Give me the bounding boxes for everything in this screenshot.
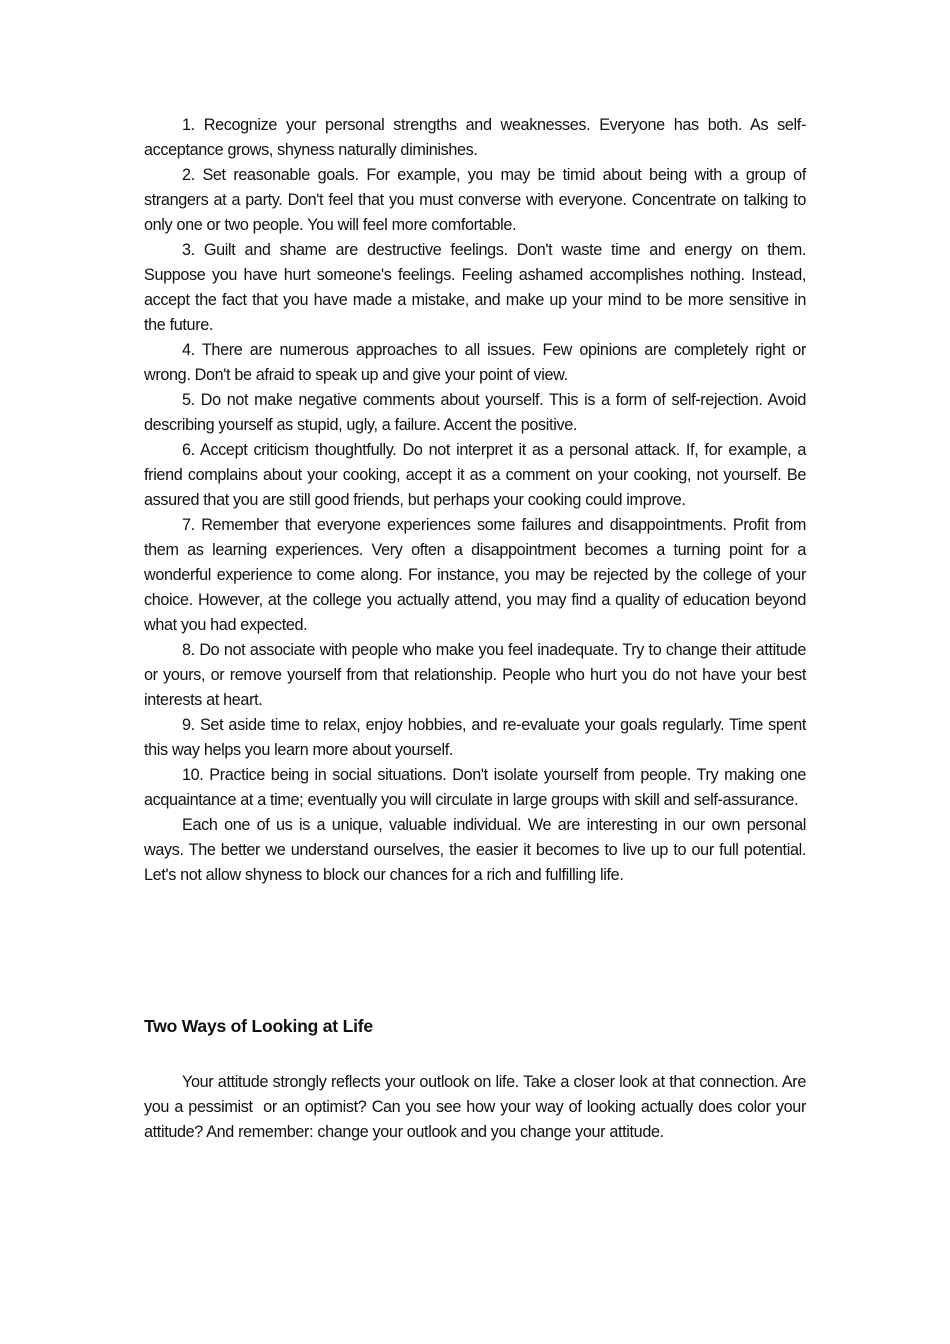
paragraph-4: 4. There are numerous approaches to all issues. Few opinions are completely right or wrong. Don't be afraid to speak up and give your point of view.: [144, 341, 806, 384]
paragraph-9: 9. Set aside time to relax, enjoy hobbies, and re-evaluate your goals regularly. Time spent this way helps you learn more about yourself.: [144, 716, 806, 759]
paragraph-6: 6. Accept criticism thoughtfully. Do not interpret it as a personal attack. If, for example, a friend complains about your cooking, accept it as a comment on your cooking, not yourself. Be assured that you are still good friends, but perhaps your cooking could improve.: [144, 441, 806, 509]
paragraph-7: 7. Remember that everyone experiences some failures and disappointments. Profit from them as learning experiences. Very often a disappointment becomes a turning point for a wonderful experience to come along. For instance, you may be rejected by the college of your choice. However, at the college you actually attend, you may find a quality of education beyond what you had expected.: [144, 516, 806, 634]
paragraph-1: 1. Recognize your personal strengths and weaknesses. Everyone has both. As self-acceptance grows, shyness naturally diminishes.: [144, 116, 806, 159]
conclusion-paragraph: Each one of us is a unique, valuable individual. We are interesting in our own personal ways. The better we understand ourselves, the easier it becomes to live up to our full potential. Let's not allow shyness to block our chances for a rich and fulfilling life.: [144, 816, 806, 884]
paragraph-3: 3. Guilt and shame are destructive feelings. Don't waste time and energy on them. Suppose you have hurt someone's feelings. Feeling ashamed accomplishes nothing. Instead, accept the fact that you have made a mistake, and make up your mind to be more sensitive in the future.: [144, 241, 806, 334]
section-body: [144, 1070, 811, 1145]
section-heading: Two Ways of Looking at Life: [144, 1016, 373, 1036]
paragraph-10: 10. Practice being in social situations. Don't isolate yourself from people. Try making one acquaintance at a time; eventually you will circulate in large groups with skill and self-assurance.: [144, 766, 806, 809]
paragraph-5: 5. Do not make negative comments about yourself. This is a form of self-rejection. Avoid describing yourself as stupid, ugly, a failure. Accent the positive.: [144, 391, 806, 434]
document-page: [144, 113, 811, 1141]
intro-paragraph: Your attitude strongly reflects your outlook on life. Take a closer look at that connection. Are you a pessimist or an optimist? Can you see how your way of looking actually does color your attitude? And remember: change your outlook and you change your attitude.: [144, 1073, 811, 1141]
paragraph-2: 2. Set reasonable goals. For example, you may be timid about being with a group of strangers at a party. Don't feel that you must converse with everyone. Concentrate on talking to only one or two people. You will feel more comfortable.: [144, 166, 806, 234]
paragraph-8: 8. Do not associate with people who make you feel inadequate. Try to change their attitude or yours, or remove yourself from that relationship. People who hurt you do not have your best interests at heart.: [144, 641, 806, 709]
